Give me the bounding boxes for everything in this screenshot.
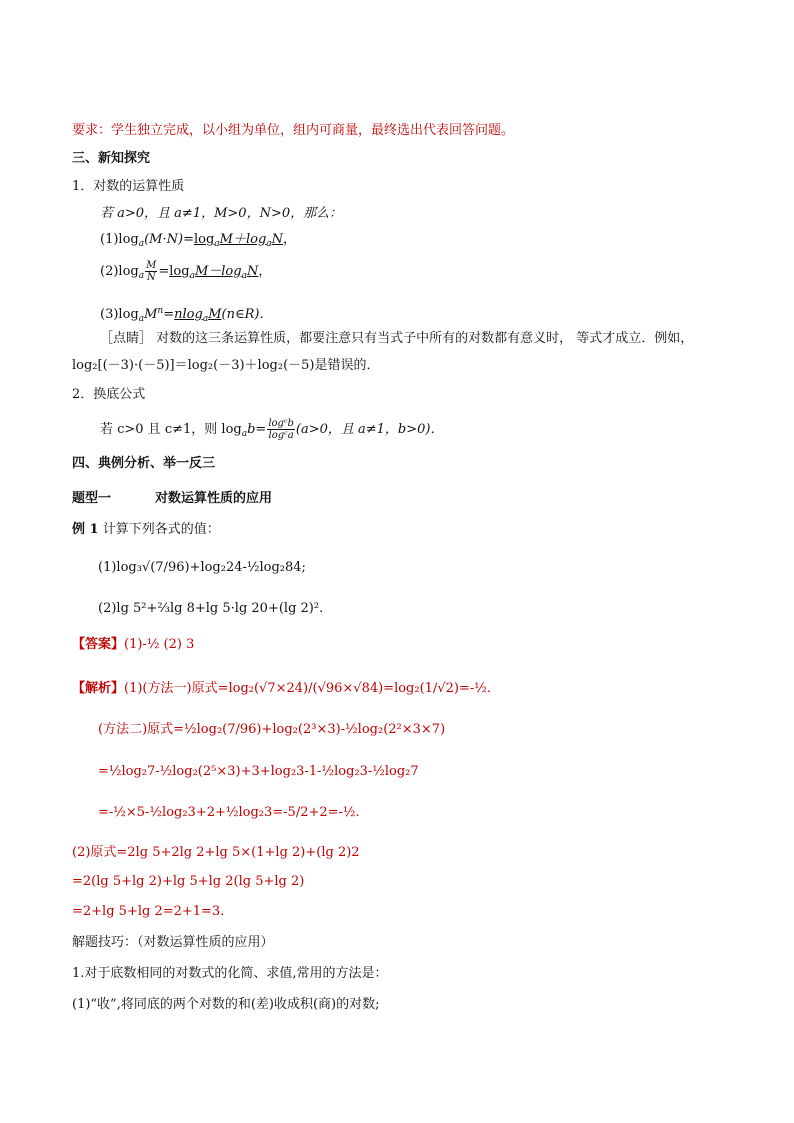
- question-2: (2)lg 5²+⅔lg 8+lg 5·lg 20+(lg 2)².: [98, 601, 324, 616]
- condition-text: 若 a>0，且 a≠1，M>0，N>0，那么：: [100, 206, 343, 221]
- section4-title: 四、典例分析、举一反三: [72, 456, 216, 471]
- answer-label: 【答案】: [72, 637, 125, 652]
- property-2: $(2)\log_a$ $\frac{M}{N}$ $=\log_aM-\log_aN$，: [100, 260, 272, 283]
- analysis-line-1: 【解析】(1)(方法一)原式=log₂(√7×24)/(√96×√84)=log₂(1/√2)=-½.: [72, 681, 491, 696]
- example-heading: [72, 521, 220, 539]
- property-3: $(3)\log_aM^n=nlog_aM(n\in R)$．: [100, 306, 273, 324]
- tips-line-2: (1)“收”,将同底的两个对数的和(差)收成积(商)的对数;: [72, 997, 380, 1012]
- analysis-line-4: =-½×5-½log₂3+2+½log₂3=-5/2+2=-½.: [98, 805, 360, 820]
- note-line-1: ［点睛］ 对数的这三条运算性质，都要注意只有当式子中所有的对数都有意义时， 等式才成立．例如，: [100, 331, 694, 346]
- problem-type-title: 对数运算性质的应用: [155, 491, 273, 506]
- analysis-line-5: (2)原式=2lg 5+2lg 2+lg 5×(1+lg 2)+(lg 2)2: [72, 845, 360, 860]
- property-1: $(1)\log_a(M\cdot N)=\log_aM+\log_aN$，: [100, 232, 297, 249]
- tips-title: 解题技巧：（对数运算性质的应用）: [72, 935, 274, 950]
- question-1: (1)log₃√(7/96)+log₂24-½log₂84;: [98, 560, 306, 575]
- section3-title: 三、新知探究: [72, 151, 151, 166]
- change-of-base-formula: 若 c>0 且 c≠1，则 $\log_ab=$ $\frac{\text{logᶜb}}{\text{logᶜa}}$ (a>0，且 a≠1，b>0)．: [100, 418, 444, 441]
- tips-line-1: 1.对于底数相同的对数式的化简、求值,常用的方法是：: [72, 966, 388, 981]
- analysis-line-6: =2(lg 5+lg 2)+lg 5+lg 2(lg 5+lg 2): [72, 874, 305, 889]
- answer-line: [72, 636, 194, 654]
- problem-type-label: 题型一: [72, 491, 112, 506]
- example-label: 例 1: [72, 522, 99, 537]
- analysis-line-3: =½log₂7-½log₂(2⁵×3)+3+log₂3-1-½log₂3-½log₂7: [98, 764, 419, 779]
- subsection-change-of-base: 2．换底公式: [72, 387, 146, 402]
- analysis-label: 【解析】: [72, 681, 125, 696]
- problem-type-heading: [72, 490, 272, 508]
- requirement-text: 要求：学生独立完成，以小组为单位，组内可商量，最终选出代表回答问题。: [72, 123, 515, 138]
- note-line-2: log₂[(－3)·(－5)]＝log₂(－3)＋log₂(－5)是错误的．: [72, 358, 380, 373]
- answer-text: (1)-½ (2) 3: [124, 637, 195, 652]
- analysis-line-7: =2+lg 5+lg 2=2+1=3.: [72, 904, 225, 919]
- analysis-line-2: (方法二)原式=½log₂(7/96)+log₂(2³×3)-½log₂(2²×3×7): [98, 722, 446, 737]
- example-text: 计算下列各式的值：: [102, 522, 220, 537]
- subsection-log-properties: 1．对数的运算性质: [72, 179, 185, 194]
